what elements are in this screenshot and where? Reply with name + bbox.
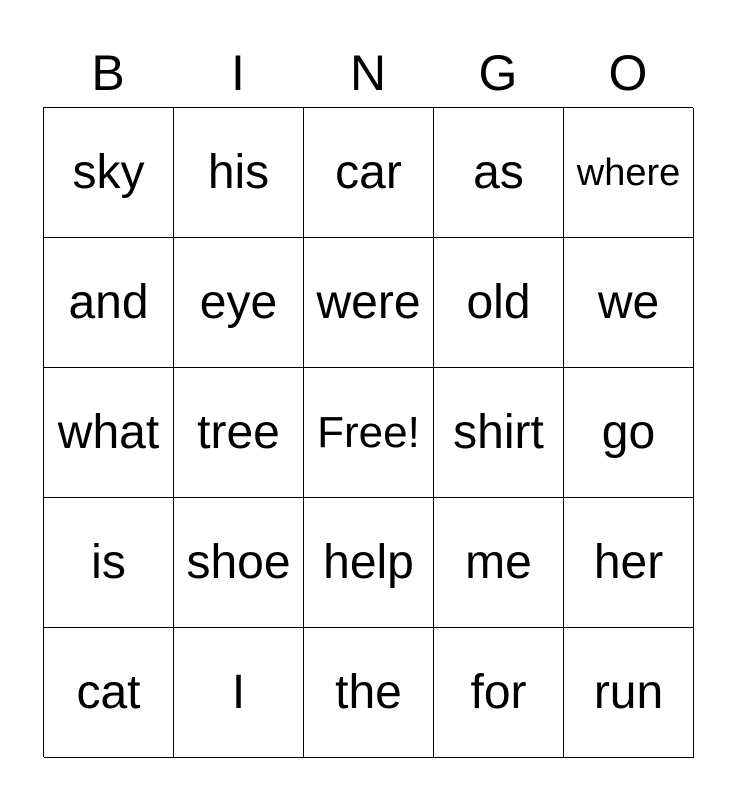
bingo-cell[interactable]: shirt bbox=[434, 368, 564, 498]
bingo-card bbox=[43, 107, 693, 757]
header-letter-g: G bbox=[478, 45, 518, 101]
bingo-cell[interactable]: the bbox=[304, 628, 434, 758]
bingo-cell[interactable]: run bbox=[564, 628, 694, 758]
bingo-cell[interactable]: her bbox=[564, 498, 694, 628]
bingo-cell[interactable]: car bbox=[304, 108, 434, 238]
bingo-cell[interactable]: me bbox=[434, 498, 564, 628]
bingo-cell[interactable]: help bbox=[304, 498, 434, 628]
header-letter-b: B bbox=[91, 45, 125, 101]
bingo-cell[interactable]: for bbox=[434, 628, 564, 758]
bingo-cell[interactable]: as bbox=[434, 108, 564, 238]
bingo-cell[interactable]: tree bbox=[174, 368, 304, 498]
bingo-cell[interactable]: his bbox=[174, 108, 304, 238]
header-letter-o: O bbox=[608, 45, 648, 101]
header-letter-i: I bbox=[231, 45, 245, 101]
bingo-cell[interactable]: eye bbox=[174, 238, 304, 368]
bingo-cell[interactable]: were bbox=[304, 238, 434, 368]
bingo-cell[interactable]: what bbox=[44, 368, 174, 498]
bingo-cell[interactable]: is bbox=[44, 498, 174, 628]
bingo-cell[interactable]: old bbox=[434, 238, 564, 368]
header-letter-n: N bbox=[349, 45, 387, 101]
bingo-cell[interactable]: cat bbox=[44, 628, 174, 758]
bingo-cell[interactable]: we bbox=[564, 238, 694, 368]
bingo-cell[interactable]: go bbox=[564, 368, 694, 498]
bingo-cell[interactable]: shoe bbox=[174, 498, 304, 628]
bingo-header bbox=[43, 40, 693, 106]
bingo-cell[interactable]: sky bbox=[44, 108, 174, 238]
bingo-cell[interactable]: I bbox=[174, 628, 304, 758]
bingo-cell[interactable]: and bbox=[44, 238, 174, 368]
free-space-cell[interactable]: Free! bbox=[304, 368, 434, 498]
bingo-cell[interactable]: where bbox=[564, 108, 694, 238]
